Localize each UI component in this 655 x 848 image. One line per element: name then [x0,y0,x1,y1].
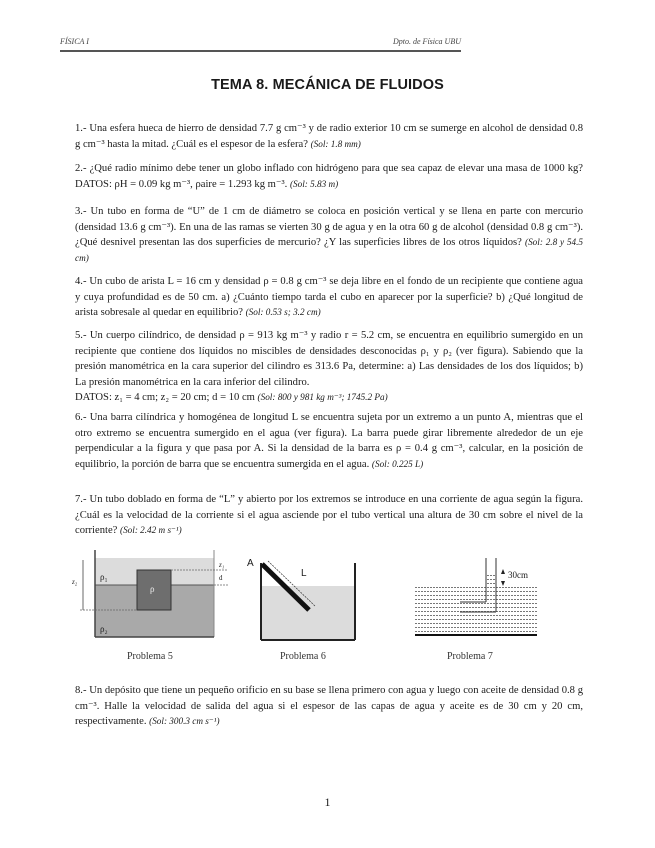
problem-4 [75,274,583,321]
problem-solution: (Sol: 800 y 981 kg m⁻³; 1745.2 Pa) [257,392,388,403]
problem-text: Un cubo de arista L = 16 cm y densidad ρ = 0.8 g cm⁻³ se deja libre en el fondo de un recipiente que contiene agua y cuya profundidad es de 50 cm. a) ¿Cuánto tiempo tarda el cubo en aparecer por la superficie? b) ¿Qué longitud de arista sobresale al quedar en equilibrio? [75,276,583,319]
problem-7 [75,492,583,539]
label-d: d [219,574,223,582]
page-number: 1 [324,795,331,809]
header-department: Dpto. de Física UBU [393,37,461,46]
problem-text: ¿Qué radio mínimo debe tener un globo inflado con hidrógeno para que sea capaz de elevar una masa de 1000 kg? DATOS: ρH = 0.09 kg m⁻³, ρaire = 1.293 kg m⁻³. [75,163,583,190]
problem-3 [75,204,583,266]
figure-caption: Problema 7 [447,651,493,662]
problem-solution: (Sol: 1.8 mm) [310,138,361,149]
label-z1: z₁ [219,561,225,569]
figure-problem-5 [72,548,228,668]
problem-text: Una esfera hueca de hierro de densidad 7.7 g cm⁻³ y de radio exterior 10 cm se sumerge en alcohol de densidad 0.8 g cm⁻³ hasta la mitad. ¿Cuál es el espesor de la esfera? [75,123,583,150]
problem-1 [75,121,583,152]
problem-number: 5.- [75,330,87,341]
label-rho1: ρ₁ [100,572,108,582]
header-course: FÍSICA I [60,37,89,46]
bar-in-water-diagram [245,558,375,648]
problem-solution: (Sol: 0.53 s; 3.2 cm) [245,307,321,318]
problem-2 [75,161,583,192]
two-liquids-diagram [78,548,228,653]
problem-solution: (Sol: 300.3 cm s⁻¹) [149,716,220,727]
label-length: L [301,568,307,579]
problem-text: Un tubo doblado en forma de “L” y abierto por los extremos se introduce en una corriente de agua según la figura. ¿Cuál es la velocidad de la corriente si el agua asciende por el tubo vertical una altura de 30 cm sobre el nivel de la corriente? [75,494,583,537]
problem-data: DATOS: z₁ = 4 cm; z₂ = 20 cm; d = 10 cm [75,392,255,404]
problem-text: Un cuerpo cilíndrico, de densidad ρ = 913 kg m⁻³ y radio r = 5.2 cm, se encuentra en equilibrio sumergido en un recipiente que contiene dos líquidos no miscibles de densidades desconocidas ρ₁ y ρ₂ (ver figura). Sabiendo que la presión manométrica en la cara superior del cilindro es 313.6 Pa, determine: a) Las densidades de los dos líquidos; b) La presión manométrica en la cara inferior del cilindro. [75,330,583,388]
problem-number: 4.- [75,276,87,287]
problem-text: Un tubo en forma de “U” de 1 cm de diámetro se coloca en posición vertical y se llena en parte con mercurio (densidad 13.6 g cm⁻³). En una de las ramas se vierten 30 g de agua y en la otra 60 g de alcohol (densidad 0.8 g cm⁻³). ¿Qué desnivel presentan las dos superficies de mercurio? ¿Y las superficies libres de los otros líquidos? [75,206,583,249]
page-title: TEMA 8. MECÁNICA DE FLUIDOS [211,77,444,93]
label-rho: ρ [150,584,155,594]
label-z2: z₂ [72,578,78,586]
problem-solution: (Sol: 0.225 L) [371,458,424,469]
figure-caption: Problema 5 [127,651,173,662]
problem-8 [75,683,583,730]
problem-solution: (Sol: 5.83 m) [289,178,339,189]
problem-solution: (Sol: 2.8 y 54.5 cm) [75,237,584,263]
problem-number: 6.- [75,412,87,423]
problem-number: 3.- [75,206,87,217]
header-rule [60,50,461,52]
label-height: 30cm [508,570,528,580]
problem-number: 1.- [75,123,87,134]
problem-5 [75,328,583,406]
problem-number: 2.- [75,163,87,174]
figure-caption: Problema 6 [280,651,326,662]
figure-problem-6 [245,558,375,668]
problem-text: Una barra cilíndrica y homogénea de longitud L se encuentra sujeta por un extremo a un punto A, mientras que el otro extremo se encuentra sumergido en el agua (ver figura). La barra puede girar libremente alrededor de un eje perpendicular a la figura y que pasa por A. Si la densidad de la barra es ρ = 0.4 g cm⁻³, calcular, en la posición de equilibrio, la porción de barra que se encuentra sumergida en el agua. [75,412,583,470]
problem-number: 7.- [75,494,87,505]
problem-text: Un depósito que tiene un pequeño orificio en su base se llena primero con agua y luego con aceite de densidad 0.8 g cm⁻³. Halle la velocidad de salida del agua si el espesor de las capas de agua y aceite es de 30 cm y 20 cm, respectivamente. [75,685,583,728]
figure-problem-7 [412,558,542,668]
label-rho2: ρ₂ [100,624,108,634]
problem-6 [75,410,583,472]
label-point-a: A [247,558,254,569]
problem-number: 8.- [75,685,87,696]
problem-solution: (Sol: 2.42 m s⁻¹) [120,525,182,536]
